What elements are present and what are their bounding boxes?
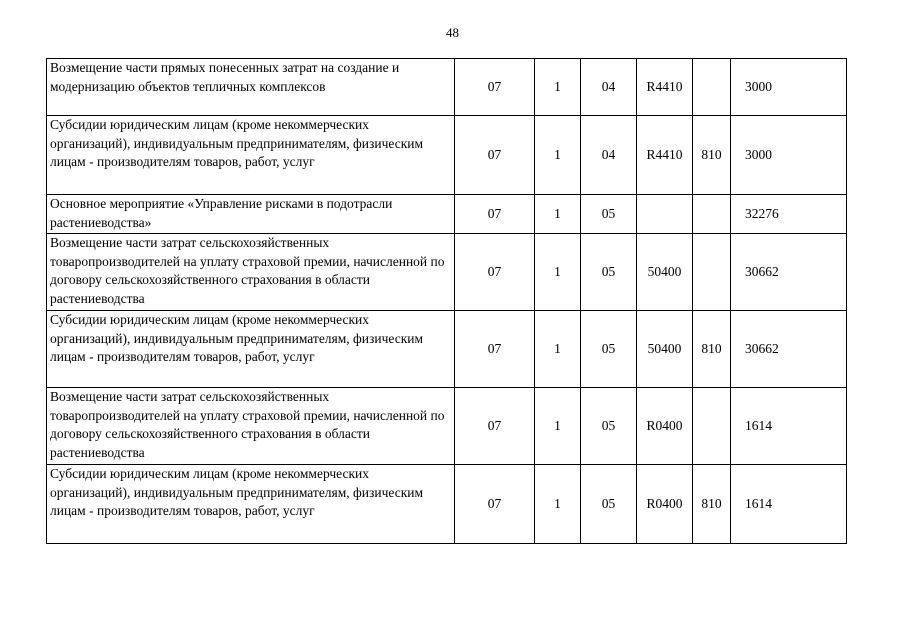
row-name-cell: Возмещение части затрат сельскохозяйственных товаропроизводителей на уплату страховой премии, начисленной по договору сельскохозяйственного страхования в области растениеводства	[47, 234, 455, 311]
item-code-cell: R0400	[637, 388, 693, 465]
amount-cell: 30662	[731, 234, 847, 311]
item-code-cell	[637, 195, 693, 234]
row-name-cell: Субсидии юридическим лицам (кроме некоммерческих организаций), индивидуальным предпринимателям, физическим лицам - производителям товаров, работ, услуг	[47, 311, 455, 388]
program-code-cell: 1	[535, 465, 581, 544]
ministry-code-cell: 07	[455, 311, 535, 388]
expense-type-cell	[693, 234, 731, 311]
expense-type-cell	[693, 195, 731, 234]
item-code-cell: 50400	[637, 311, 693, 388]
program-code-cell: 1	[535, 59, 581, 116]
ministry-code-cell: 07	[455, 465, 535, 544]
item-code-cell: R4410	[637, 59, 693, 116]
expense-type-cell: 810	[693, 116, 731, 195]
expense-type-cell: 810	[693, 465, 731, 544]
program-code-cell: 1	[535, 116, 581, 195]
budget-table-body	[47, 59, 847, 544]
ministry-code-cell: 07	[455, 234, 535, 311]
ministry-code-cell: 07	[455, 388, 535, 465]
program-code-cell: 1	[535, 234, 581, 311]
row-name-cell: Основное мероприятие «Управление рисками в подотрасли растениеводства»	[47, 195, 455, 234]
table-row	[47, 116, 847, 195]
amount-cell: 30662	[731, 311, 847, 388]
program-code-cell: 1	[535, 388, 581, 465]
amount-cell: 3000	[731, 59, 847, 116]
subprogram-code-cell: 05	[581, 195, 637, 234]
ministry-code-cell: 07	[455, 195, 535, 234]
subprogram-code-cell: 05	[581, 465, 637, 544]
item-code-cell: R4410	[637, 116, 693, 195]
program-code-cell: 1	[535, 311, 581, 388]
subprogram-code-cell: 04	[581, 116, 637, 195]
table-row	[47, 465, 847, 544]
expense-type-cell	[693, 59, 731, 116]
budget-table	[46, 58, 847, 544]
item-code-cell: R0400	[637, 465, 693, 544]
row-name-cell: Субсидии юридическим лицам (кроме некоммерческих организаций), индивидуальным предпринимателям, физическим лицам - производителям товаров, работ, услуг	[47, 465, 455, 544]
amount-cell: 32276	[731, 195, 847, 234]
table-row	[47, 311, 847, 388]
row-name-cell: Субсидии юридическим лицам (кроме некоммерческих организаций), индивидуальным предпринимателям, физическим лицам - производителям товаров, работ, услуг	[47, 116, 455, 195]
expense-type-cell: 810	[693, 311, 731, 388]
amount-cell: 1614	[731, 465, 847, 544]
ministry-code-cell: 07	[455, 116, 535, 195]
table-row	[47, 234, 847, 311]
subprogram-code-cell: 05	[581, 234, 637, 311]
amount-cell: 3000	[731, 116, 847, 195]
page-number: 48	[446, 25, 459, 40]
table-row	[47, 59, 847, 116]
table-row	[47, 195, 847, 234]
subprogram-code-cell: 04	[581, 59, 637, 116]
table-row	[47, 388, 847, 465]
subprogram-code-cell: 05	[581, 311, 637, 388]
program-code-cell: 1	[535, 195, 581, 234]
subprogram-code-cell: 05	[581, 388, 637, 465]
expense-type-cell	[693, 388, 731, 465]
ministry-code-cell: 07	[455, 59, 535, 116]
amount-cell: 1614	[731, 388, 847, 465]
row-name-cell: Возмещение части прямых понесенных затрат на создание и модернизацию объектов тепличных комплексов	[47, 59, 455, 116]
item-code-cell: 50400	[637, 234, 693, 311]
row-name-cell: Возмещение части затрат сельскохозяйственных товаропроизводителей на уплату страховой премии, начисленной по договору сельскохозяйственного страхования в области растениеводства	[47, 388, 455, 465]
